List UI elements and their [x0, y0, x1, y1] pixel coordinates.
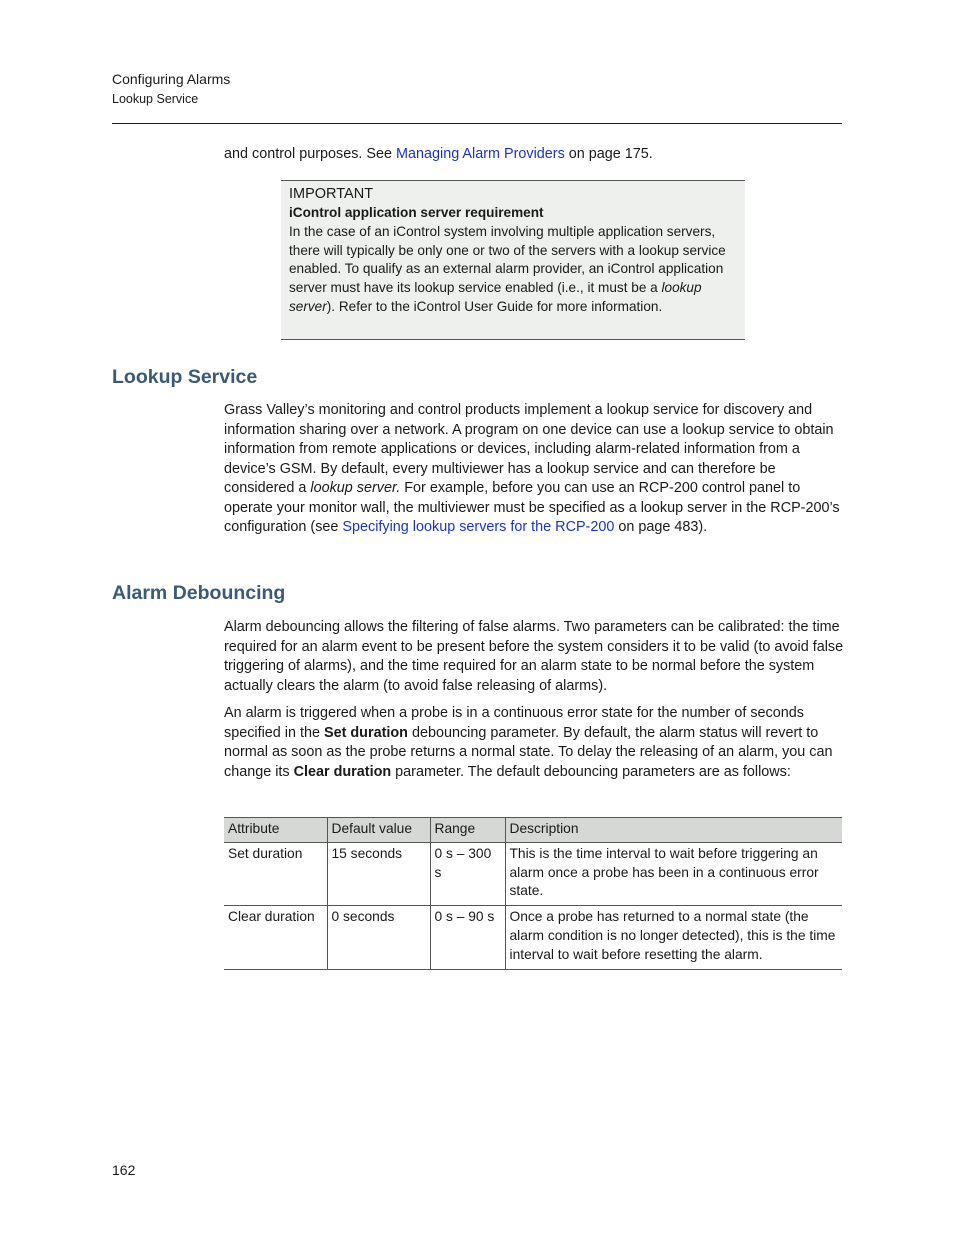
table-cell: 0 s – 90 s	[430, 906, 505, 969]
important-body	[289, 223, 737, 317]
debounce-parameters-table	[224, 817, 842, 970]
important-text-italic: lookup server	[289, 280, 702, 314]
table-row	[224, 906, 842, 969]
lookup-service-paragraph	[224, 401, 844, 538]
set-duration-bold: Set duration	[324, 724, 408, 741]
lookup-text-italic: lookup server.	[310, 480, 401, 496]
lookup-text-mid: For example, before you can use an RCP-200 control panel to operate your monitor wall, the multiviewer must be specified as a lookup server in the RCP-200’s configuration (see	[224, 480, 840, 535]
lookup-text-pre: Grass Valley’s monitoring and control products implement a lookup service for discovery and information sharing over a network. A program on one device can use a lookup service to obtain information from remote applications or devices, including alarm-related information from a device’s GSM. By default, every multiviewer has a lookup service and can therefore be considered a	[224, 402, 834, 496]
important-text-pre: In the case of an iControl system involving multiple application servers, there will typically be only one or two of the servers with a lookup service enabled. To qualify as an external alarm provider, an iControl application server must have its lookup service enabled (i.e., it must be a	[289, 223, 726, 296]
table-cell: 0 s – 300 s	[430, 842, 505, 905]
lookup-service-heading: Lookup Service	[112, 366, 258, 388]
debounce-paragraph-1: Alarm debouncing allows the filtering of false alarms. Two parameters can be calibrated: the time required for an alarm event to be present before the system considers it to be valid (to avoid false triggering of alarms), and the time required for an alarm state to be normal before the system actually clears the alarm (to avoid false releasing of alarms).	[224, 619, 844, 694]
intro-text-post: on page 175.	[564, 146, 653, 162]
table-cell: 15 seconds	[327, 842, 430, 905]
important-text-post: ). Refer to the iControl User Guide for more information.	[326, 298, 663, 314]
table-cell: Once a probe has returned to a normal state (the alarm condition is no longer detected), this is the time interval to wait before resetting the alarm.	[505, 906, 842, 969]
debounce-p2-c: debouncing parameter. By default, the alarm status will revert to normal as soon as the probe returns a normal state. To delay the releasing of an alarm, you can change its	[224, 724, 833, 780]
table-row	[224, 842, 842, 905]
table-header-cell: Attribute	[224, 818, 327, 843]
table-header-cell: Default value	[327, 818, 430, 843]
table-header-cell: Range	[430, 818, 505, 843]
specifying-lookup-servers-link[interactable]: Specifying lookup servers for the RCP-200	[342, 519, 615, 535]
table-header-row	[224, 818, 842, 843]
table-header-cell: Description	[505, 818, 842, 843]
table-cell: This is the time interval to wait before triggering an alarm once a probe has been in a continuous error state.	[505, 842, 842, 905]
important-title: iControl application server requirement	[289, 205, 544, 220]
table-cell: Set duration	[224, 842, 327, 905]
table-cell: Clear duration	[224, 906, 327, 969]
header-divider	[112, 123, 842, 124]
running-header-chapter: Configuring Alarms	[112, 71, 231, 87]
alarm-debouncing-heading: Alarm Debouncing	[112, 582, 286, 604]
running-header-section: Lookup Service	[112, 92, 199, 106]
intro-paragraph	[224, 145, 844, 165]
debounce-p2-a: An alarm is triggered when a probe is in a continuous error state for the number of seconds specified in the	[224, 705, 804, 741]
lookup-text-post: on page 483).	[614, 519, 708, 535]
clear-duration-bold: Clear duration	[293, 763, 392, 780]
managing-alarm-providers-link[interactable]: Managing Alarm Providers	[396, 146, 565, 162]
page-number: 162	[112, 1162, 136, 1178]
important-note-box	[281, 180, 745, 340]
important-label: IMPORTANT	[289, 186, 374, 202]
intro-text-pre: and control purposes. See	[224, 146, 396, 162]
table-cell: 0 seconds	[327, 906, 430, 969]
debounce-p2-d: parameter. The default debouncing parameters are as follows:	[391, 763, 791, 780]
debounce-paragraph-2	[224, 704, 844, 782]
